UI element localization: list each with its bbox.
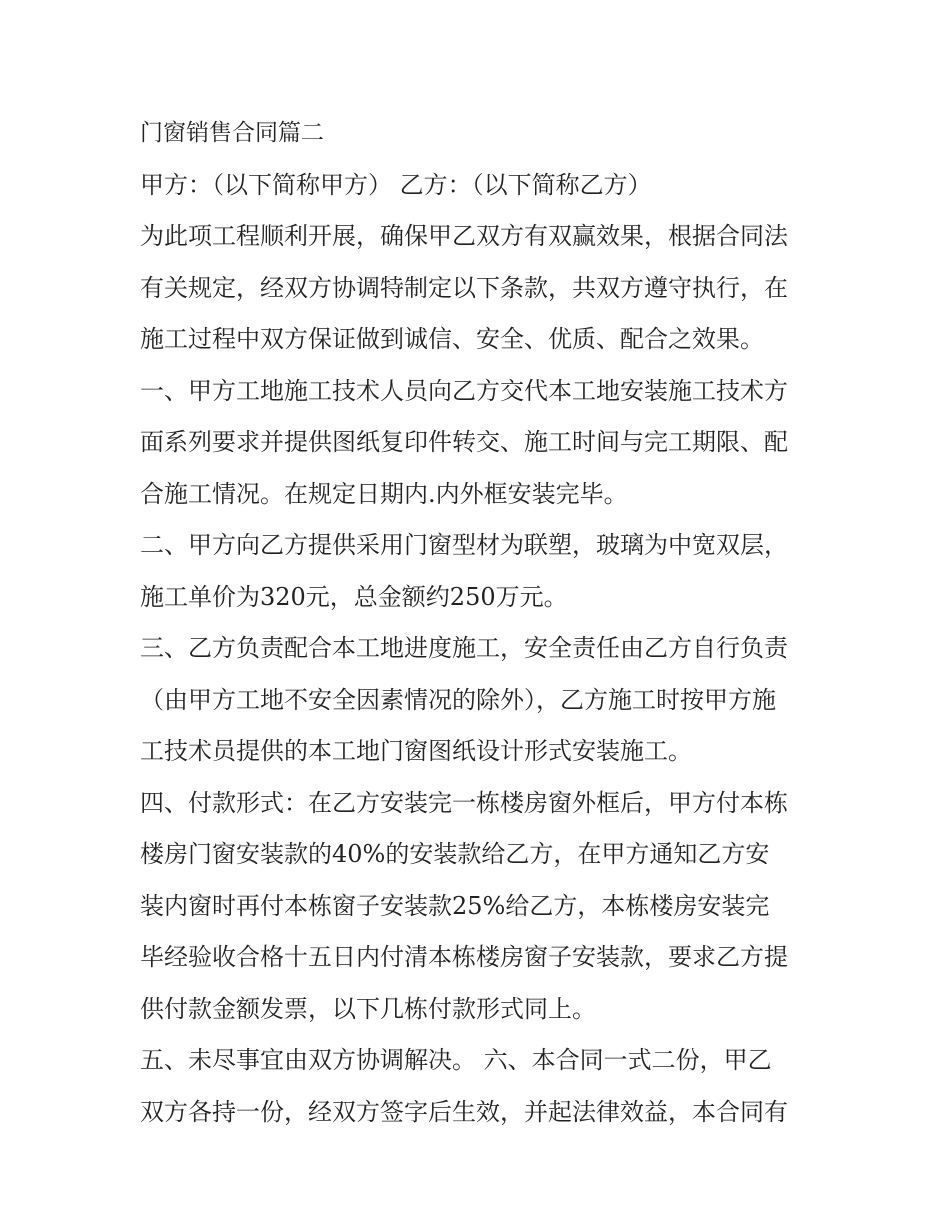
- text-line: 有关规定，经双方协调特制定以下条款，共双方遵守执行，在: [140, 273, 788, 302]
- text-line: 面系列要求并提供图纸复印件转交、施工时间与完工期限、配: [140, 428, 788, 456]
- text-line: 工技术员提供的本工地门窗图纸设计形式安装施工。: [140, 737, 692, 765]
- text-line: 毕经验收合格十五日内付清本栋楼房窗子安装款，要求乙方提: [140, 943, 788, 971]
- text-line: 合施工情况。在规定日期内.内外框安装完毕。: [140, 479, 628, 508]
- text-line: 一、甲方工地施工技术人员向乙方交代本工地安装施工技术方: [140, 376, 788, 405]
- contract-text: [140, 108, 815, 1138]
- text-line: 楼房门窗安装款的40%的安装款给乙方，在甲方通知乙方安: [140, 840, 770, 868]
- text-line: 为此项工程顺利开展，确保甲乙双方有双赢效果，根据合同法: [140, 222, 788, 250]
- text-line: 五、未尽事宜由双方协调解决。 六、本合同一式二份，甲乙: [140, 1046, 772, 1074]
- text-line: 施工过程中双方保证做到诚信、安全、优质、配合之效果。: [140, 325, 764, 353]
- text-line: 三、乙方负责配合本工地进度施工，安全责任由乙方自行负责: [140, 634, 788, 662]
- document-title: 门窗销售合同篇二: [140, 120, 324, 146]
- text-line: 双方各持一份，经双方签字后生效，并起法律效益，本合同有: [140, 1097, 788, 1126]
- text-line: 二、甲方向乙方提供采用门窗型材为联塑，玻璃为中宽双层，: [140, 531, 788, 559]
- text-line: （由甲方工地不安全因素情况的除外），乙方施工时按甲方施: [140, 685, 776, 714]
- text-line: 供付款金额发票，以下几栋付款形式同上。: [140, 994, 596, 1023]
- text-line: 装内窗时再付本栋窗子安装款25%给乙方，本栋楼房安装完: [140, 891, 770, 920]
- text-line: 施工单价为320元，总金额约250万元。: [140, 582, 568, 611]
- text-line: 四、付款形式：在乙方安装完一栋楼房窗外框后，甲方付本栋: [140, 788, 788, 817]
- text-line: 甲方：（以下简称甲方） 乙方：（以下简称乙方）: [140, 170, 652, 199]
